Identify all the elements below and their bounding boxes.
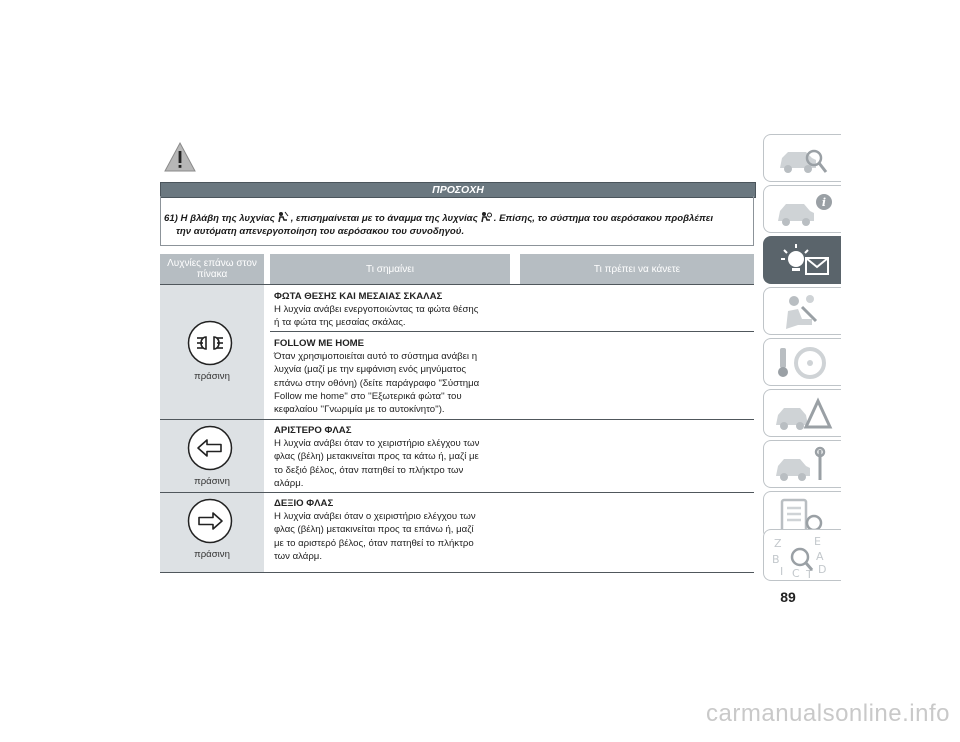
warning-title: ΠΡΟΣΟΧΗ <box>160 182 756 198</box>
tab-car-info[interactable] <box>763 185 841 233</box>
entry-line: επάνω στην οθόνη) (δείτε παράγραφο "Σύστημα <box>274 377 480 389</box>
table-divider <box>160 572 754 573</box>
warning-text-part-b: , επισημαίνεται με το άναμμα της λυχνίας <box>290 213 478 224</box>
tab-alphabetical-index[interactable] <box>763 529 841 581</box>
lamp-entry <box>274 337 514 416</box>
index-letter: Z <box>774 537 782 550</box>
car-info-icon <box>772 191 834 229</box>
lamp-color-label: πράσινη <box>194 476 230 487</box>
alphabet-index-icon <box>772 535 834 579</box>
car-wrench-icon <box>772 446 834 484</box>
entry-line: Η λυχνία ανάβει όταν ο χειριστήριο ελέγχου των <box>274 511 476 523</box>
lamp-entry <box>274 290 514 330</box>
position-lights-icon <box>187 320 233 366</box>
header-lamps: Λυχνίες επάνω στον πίνακα <box>160 254 264 284</box>
warning-text-part-d: την αυτόματη απενεργοποίηση του αερόσακου του συνοδηγού. <box>176 226 465 237</box>
header-action: Τι πρέπει να κάνετε <box>520 254 754 284</box>
lamp-entry <box>274 424 514 490</box>
table-divider <box>270 331 754 332</box>
right-turn-arrow-icon <box>187 498 233 544</box>
entry-line: των αλάρμ. <box>274 550 323 562</box>
table-divider <box>160 284 754 285</box>
lamp-color-label: πράσινη <box>194 371 230 382</box>
entry-line: αλάρμ. <box>274 477 304 489</box>
entry-title: ΔΕΞΙΟ ΦΛΑΣ <box>274 498 334 509</box>
tab-warning-lights[interactable] <box>763 236 841 284</box>
key-steering-wheel-icon <box>772 344 834 382</box>
entry-title: ΑΡΙΣΤΕΡΟ ΦΛΑΣ <box>274 425 352 436</box>
lamp-entry <box>274 497 514 563</box>
entry-line: Follow me home" στο ''Εξωτερικά φώτα'' του <box>274 390 462 402</box>
entry-title: FOLLOW ME HOME <box>274 338 365 349</box>
warning-text-part-c: . Επίσης, το σύστημα του αερόσακου προβλέπει <box>493 213 714 224</box>
tab-starting-driving[interactable] <box>763 338 841 386</box>
table-divider <box>160 492 754 493</box>
entry-line: φλας (βέλη) μετακινείται προς τα επάνω ή, μαζί <box>274 524 474 536</box>
warning-triangle-icon <box>163 141 197 173</box>
lamp-color-label: πράσινη <box>194 549 230 560</box>
tab-emergency[interactable] <box>763 389 841 437</box>
entry-line: φλας (βέλη) μετακινείται προς τα κάτω ή, μαζί με <box>274 451 479 463</box>
index-letter: T <box>806 568 813 579</box>
entry-line: Η λυχνία ανάβει ενεργοποιώντας τα φώτα θέσης <box>274 304 479 316</box>
index-letter: B <box>772 553 780 566</box>
entry-line: με το αριστερό βέλος, όταν πατηθεί το πλήκτρο <box>274 537 474 549</box>
passenger-safety-icon <box>772 293 834 331</box>
airbag-off-icon <box>277 211 289 223</box>
index-letter: C <box>792 567 800 579</box>
index-letter: I <box>780 565 784 578</box>
entry-line: Η λυχνία ανάβει όταν το χειριστήριο ελέγχου των <box>274 438 480 450</box>
index-letter: E <box>814 535 821 548</box>
entry-line: ή τα φώτα της μεσαίας σκάλας. <box>274 317 406 329</box>
entry-line: κεφαλαίου ''Γνωριμία με το αυτοκίνητο''). <box>274 404 445 416</box>
car-breakdown-triangle-icon <box>772 395 834 433</box>
watermark: carmanualsonline.info <box>706 700 950 727</box>
entry-line: το δεξιό βέλος, όταν πατηθεί το πλήκτρο των <box>274 464 464 476</box>
table-divider <box>160 419 754 420</box>
warning-text <box>164 211 754 238</box>
entry-line: Όταν χρησιμοποιείται αυτό το σύστημα ανάβει η <box>274 351 478 363</box>
index-letter: D <box>818 563 827 576</box>
left-turn-arrow-icon <box>187 425 233 471</box>
airbag-icon <box>480 211 492 223</box>
header-meaning: Τι σημαίνει <box>270 254 510 284</box>
entry-line: λυχνία (μαζί με την εμφάνιση ενός μηνύματος <box>274 364 467 376</box>
tab-passenger-safety[interactable] <box>763 287 841 335</box>
tab-maintenance[interactable] <box>763 440 841 488</box>
warning-light-message-icon <box>772 242 834 280</box>
svg-text:i: i <box>821 196 827 209</box>
page-number: 89 <box>780 589 796 605</box>
car-search-icon <box>772 140 834 178</box>
entry-title: ΦΩΤΑ ΘΕΣΗΣ ΚΑΙ ΜΕΣΑΙΑΣ ΣΚΑΛΑΣ <box>274 291 443 302</box>
index-letter: A <box>816 550 824 563</box>
tab-car-search[interactable] <box>763 134 841 182</box>
warning-text-part-a: 61) Η βλάβη της λυχνίας <box>164 213 275 224</box>
